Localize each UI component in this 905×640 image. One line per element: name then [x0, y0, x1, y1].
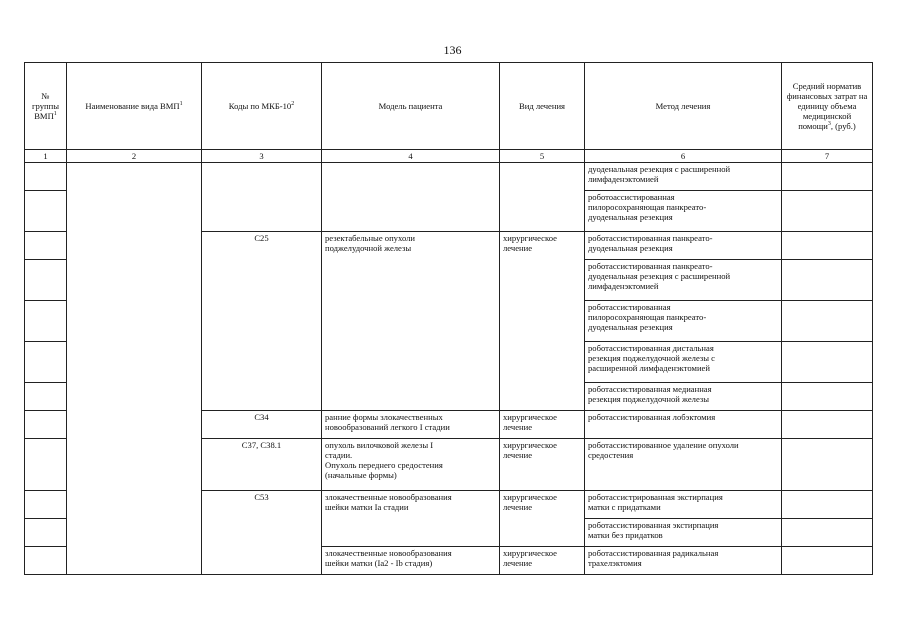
patient-model-cell: резектабельные опухоли поджелудочной железы	[322, 232, 500, 411]
header-icd-codes: Коды по МКБ-$10^2$	[202, 63, 322, 150]
group-cell	[25, 342, 67, 383]
cost-cell	[782, 411, 873, 439]
cost-cell	[782, 342, 873, 383]
group-cell	[25, 301, 67, 342]
table-row	[25, 163, 873, 191]
cost-cell	[782, 519, 873, 547]
header-row	[25, 63, 873, 150]
group-cell	[25, 519, 67, 547]
treatment-method-cell: роботассистированное удаление опухоли средостения	[585, 439, 782, 491]
treatment-method-cell: роботассистрированная экстирпация матки с придатками	[585, 491, 782, 519]
column-number: 4	[322, 150, 500, 163]
cost-cell	[782, 547, 873, 575]
group-cell	[25, 491, 67, 519]
group-cell	[25, 383, 67, 411]
column-number: 7	[782, 150, 873, 163]
treatment-method-cell: роботассистированная панкреато- дуоденальная резекция с расширенной лимфаденэктомией	[585, 260, 782, 301]
cost-cell	[782, 232, 873, 260]
icd-code-cell: C25	[202, 232, 322, 411]
icd-code-cell: C37, C38.1	[202, 439, 322, 491]
header-patient-model: Модель пациента	[322, 63, 500, 150]
cost-cell	[782, 301, 873, 342]
treatment-method-cell: роботассистированная лобэктомия	[585, 411, 782, 439]
patient-model-cell: опухоль вилочковой железы I стадии. Опухоль переднего средостения (начальные формы)	[322, 439, 500, 491]
icd-code-cell: C53	[202, 491, 322, 575]
treatment-type-cell: хирургическое лечение	[500, 439, 585, 491]
patient-model-cell: злокачественные новообразования шейки матки Ia стадии	[322, 491, 500, 547]
column-number: 3	[202, 150, 322, 163]
group-cell	[25, 232, 67, 260]
treatment-method-cell: роботассистированная пилоросохраняющая панкреато- дуоденальная резекция	[585, 301, 782, 342]
vmp-table	[24, 62, 873, 575]
header-group-number: № группы ВМП$^1$	[25, 63, 67, 150]
column-number: 5	[500, 150, 585, 163]
icd-code-cell: C34	[202, 411, 322, 439]
treatment-type-cell	[500, 163, 585, 232]
treatment-method-cell: роботассистированная экстирпация матки без придатков	[585, 519, 782, 547]
patient-model-cell: злокачественные новообразования шейки матки (Ia2 - Ib стадия)	[322, 547, 500, 575]
vmp-name-cell	[67, 163, 202, 575]
cost-cell	[782, 260, 873, 301]
cost-cell	[782, 439, 873, 491]
patient-model-cell	[322, 163, 500, 232]
treatment-type-cell: хирургическое лечение	[500, 491, 585, 547]
group-cell	[25, 439, 67, 491]
cost-cell	[782, 383, 873, 411]
group-cell	[25, 547, 67, 575]
header-treatment-type: Вид лечения	[500, 63, 585, 150]
treatment-method-cell: дуоденальная резекция с расширенной лимфаденэктомией	[585, 163, 782, 191]
treatment-method-cell: роботоассистированная пилоросохраняющая панкреато- дуоденальная резекция	[585, 191, 782, 232]
treatment-type-cell: хирургическое лечение	[500, 411, 585, 439]
header-vmp-name: Наименование вида ВМП$^1$	[67, 63, 202, 150]
column-number: 1	[25, 150, 67, 163]
cost-cell	[782, 191, 873, 232]
icd-code-cell	[202, 163, 322, 232]
group-cell	[25, 191, 67, 232]
treatment-method-cell: роботассистированная медианная резекция поджелудочной железы	[585, 383, 782, 411]
treatment-type-cell: хирургическое лечение	[500, 232, 585, 411]
treatment-type-cell: хирургическое лечение	[500, 547, 585, 575]
group-cell	[25, 163, 67, 191]
page-number: 136	[443, 43, 462, 57]
column-number: 2	[67, 150, 202, 163]
column-numbers-row	[25, 150, 873, 163]
header-treatment-method: Метод лечения	[585, 63, 782, 150]
group-cell	[25, 411, 67, 439]
treatment-method-cell: роботассистированная панкреато- дуоденальная резекция	[585, 232, 782, 260]
treatment-method-cell: роботассистированная дистальная резекция поджелудочной железы с расширенной лимфаденэктомией	[585, 342, 782, 383]
cost-cell	[782, 491, 873, 519]
group-cell	[25, 260, 67, 301]
column-number: 6	[585, 150, 782, 163]
header-cost-norm: Средний норматив финансовых затрат на единицу объема медицинской помощи$^3$, (руб.)	[782, 63, 873, 150]
treatment-method-cell: роботассистированная радикальная трахелэктомия	[585, 547, 782, 575]
patient-model-cell: ранние формы злокачественных новообразований легкого I стадии	[322, 411, 500, 439]
cost-cell	[782, 163, 873, 191]
